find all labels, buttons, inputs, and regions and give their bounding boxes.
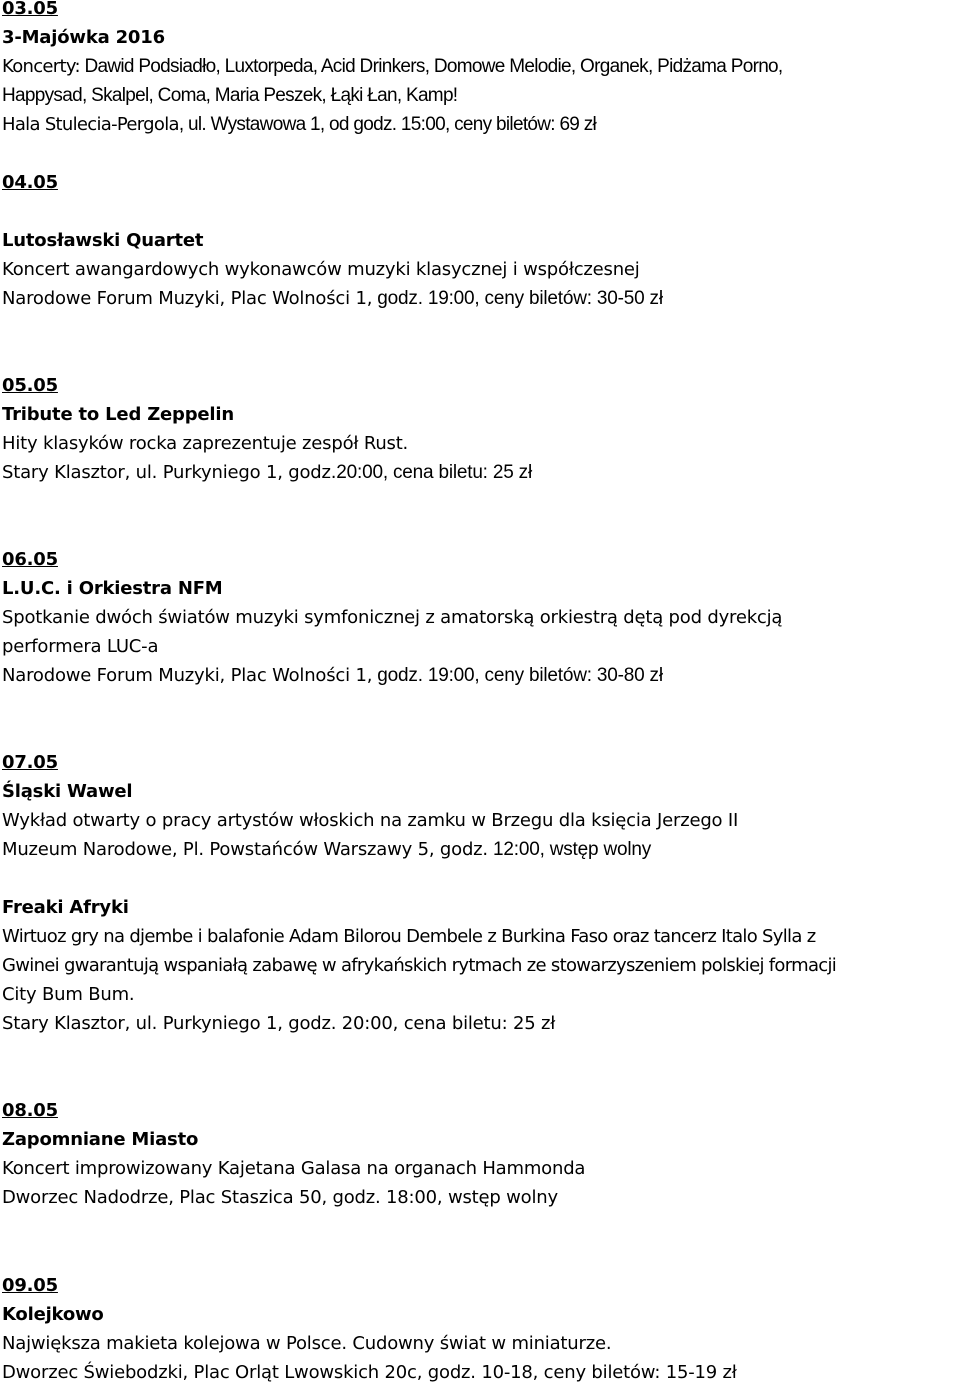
venue-details: godz. 19:00, ceny biletów: 30-80 zł xyxy=(372,665,663,686)
event-description: Koncert improwizowany Kajetana Galasa na organach Hammonda xyxy=(2,1158,586,1179)
event-venue: Stary Klasztor, ul. Purkyniego 1, godz. 20:00, cena biletu: 25 zł xyxy=(2,1013,556,1034)
event-title: Tribute to Led Zeppelin xyxy=(2,404,234,425)
event-description-cont: performera LUC-a xyxy=(2,636,159,657)
venue-name: Hala Stulecia-Pergola xyxy=(2,114,179,135)
event-title: Kolejkowo xyxy=(2,1304,104,1325)
event-concerts-cont: Happysad, Skalpel, Coma, Maria Peszek, Łąki Łan, Kamp! xyxy=(2,85,458,106)
venue-name: Muzeum Narodowe, Pl. Powstańców Warszawy 5, godz. xyxy=(2,839,488,860)
event-venue xyxy=(2,287,663,311)
event-title: Śląski Wawel xyxy=(2,781,133,802)
event-title: L.U.C. i Orkiestra NFM xyxy=(2,578,223,599)
event-venue xyxy=(2,461,532,485)
concerts-list: Dawid Podsiadło, Luxtorpeda, Acid Drinkers, Domowe Melodie, Organek, Pidżama Porno, xyxy=(79,56,783,77)
event-title: Lutosławski Quartet xyxy=(2,230,204,251)
event-venue: Dworzec Świebodzki, Plac Orląt Lwowskich 20c, godz. 10-18, ceny biletów: 15-19 zł xyxy=(2,1362,737,1383)
event-description: Największa makieta kolejowa w Polsce. Cudowny świat w miniaturze. xyxy=(2,1333,612,1354)
event-title: 3-Majówka 2016 xyxy=(2,27,165,48)
event-date: 09.05 xyxy=(2,1275,58,1296)
event-date: 07.05 xyxy=(2,752,58,773)
venue-name: Narodowe Forum Muzyki, Plac Wolności 1, xyxy=(2,665,373,686)
event-venue xyxy=(2,838,651,862)
event-date: 03.05 xyxy=(2,0,58,19)
venue-details: godz. 19:00, ceny biletów: 30-50 zł xyxy=(372,288,663,309)
event-description: Wirtuoz gry na djembe i balafonie Adam Bilorou Dembele z Burkina Faso oraz tancerz Italo Sylla z xyxy=(2,926,816,947)
event-venue xyxy=(2,664,663,688)
venue-details: , ul. Wystawowa 1, od godz. 15:00, ceny biletów: 69 zł xyxy=(178,114,597,135)
event-venue xyxy=(2,113,596,137)
event-title: Freaki Afryki xyxy=(2,897,129,918)
venue-details: 12:00, wstęp wolny xyxy=(487,839,652,860)
event-date: 04.05 xyxy=(2,172,58,193)
event-description-cont: Gwinei gwarantują wspaniałą zabawę w afrykańskich rytmach ze stowarzyszeniem polskiej formacji xyxy=(2,955,837,976)
event-description: Hity klasyków rocka zaprezentuje zespół Rust. xyxy=(2,433,409,454)
event-date: 06.05 xyxy=(2,549,58,570)
venue-details: 20:00, cena biletu: 25 zł xyxy=(336,462,532,483)
concerts-label: Koncerty: xyxy=(2,56,80,77)
event-date: 05.05 xyxy=(2,375,58,396)
event-description: Koncert awangardowych wykonawców muzyki klasycznej i współczesnej xyxy=(2,259,640,280)
event-description: Wykład otwarty o pracy artystów włoskich na zamku w Brzegu dla księcia Jerzego II xyxy=(2,810,739,831)
event-title: Zapomniane Miasto xyxy=(2,1129,199,1150)
event-date: 08.05 xyxy=(2,1100,58,1121)
event-concerts xyxy=(2,55,783,79)
venue-name: Narodowe Forum Muzyki, Plac Wolności 1, xyxy=(2,288,373,309)
event-description-cont: City Bum Bum. xyxy=(2,984,135,1005)
event-venue: Dworzec Nadodrze, Plac Staszica 50, godz. 18:00, wstęp wolny xyxy=(2,1187,558,1208)
venue-name: Stary Klasztor, ul. Purkyniego 1, godz. xyxy=(2,462,337,483)
event-description: Spotkanie dwóch światów muzyki symfonicznej z amatorską orkiestrą dętą pod dyrekcją xyxy=(2,607,783,628)
